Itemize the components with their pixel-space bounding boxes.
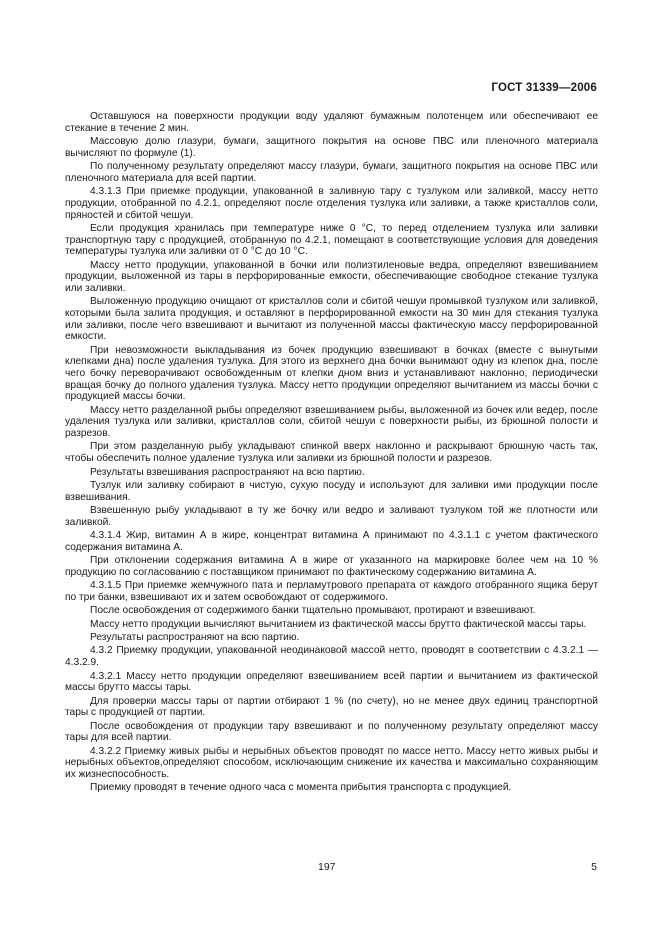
paragraph: Если продукция хранилась при температуре ниже 0 °С, то перед отделением тузлука или заливки транспортную тару с продукцией, отобранную по 4.2.1, помещают в соответствующие условия для доведения температуры тузлука или заливки от 0 °С до 10 °С. [65,222,598,258]
document-body [65,111,598,796]
paragraph: Для проверки массы тары от партии отбирают 1 % (по счету), но не менее двух единиц транспортной тары с продукцией от партии. [65,695,598,719]
paragraph: Приемку проводят в течение одного часа с момента прибытия транспорта с продукцией. [90,782,512,794]
paragraph: 4.3.1.4 Жир, витамин А в жире, концентрат витамина А принимают по 4.3.1.1 с учетом фактического содержания витамина А. [65,530,598,553]
paragraph: 4.3.2.1 Массу нетто продукции определяют взвешиванием всей партии и вычитанием из фактической массы брутто массы тары. [65,670,598,694]
paragraph: Оставшуюся на поверхности продукции воду удаляют бумажным полотенцем или обеспечивают ее стекание в течение 2 мин. [65,111,598,134]
page-number: 197 [318,861,336,873]
paragraph: Массу нетто разделанной рыбы определяют взвешиванием рыбы, выложенной из бочек или ведер, после удаления тузлука или заливки, кристаллов соли, сбитой чешуи с поверхности рыбы, из брюшной полости и разрезов. [65,404,598,440]
paragraph: Взвешенную рыбу укладывают в ту же бочку или ведро и заливают тузлуком той же плотности или заливкой. [65,505,598,528]
paragraph: После освобождения от содержимого банки тщательно промывают, протирают и взвешивают. [90,605,536,617]
paragraph: 4.3.2.2 Приемку живых рыбы и нерыбных объектов проводят по массе нетто. Массу нетто живых рыбы и нерыбных объектов,определяют способом, исключающим снижение их качества и максимально сохраняющим их жизнеспособность. [65,745,598,781]
paragraph: Массу нетто продукции, упакованной в бочки или полиэтиленовые ведра, определяют взвешиванием продукции, выложенной из тары в перфорированные емкости, обеспечивающие свободное стекание тузлука или заливки. [65,259,598,294]
paragraph: Результаты распространяют на всю партию. [90,632,300,644]
paragraph: Массовую долю глазури, бумаги, защитного покрытия на основе ПВС или пленочного материала вычисляют по формуле (1). [65,136,598,159]
paragraph: 4.3.1.5 При приемке жемчужного пата и перламутрового препарата от каждого отобранного ящика берут по три банки, взвешивают их и затем освобождают от содержимого. [65,580,598,603]
paragraph: Результаты взвешивания распространяют на всю партию. [90,466,365,478]
paragraph: 4.3.2 Приемку продукции, упакованной неодинаковой массой нетто, проводят в соответствии с 4.3.2.1 — 4.3.2.9. [65,645,598,669]
paragraph: При этом разделанную рыбу укладывают спинкой вверх наклонно и раскрывают брюшную часть так, чтобы обеспечить полное удаление тузлука или заливки из брюшной полости и разрезов. [65,441,598,465]
paragraph: Тузлук или заливку собирают в чистую, сухую посуду и используют для заливки ими продукции после взвешивания. [65,479,598,503]
paragraph: При невозможности выкладывания из бочек продукцию взвешивают в бочках (вместе с вынутыми клепками дна) после удаления тузлука. Для этого из верхнего дна бочки вынимают одну из клепок дна, после чего бочку переворачивают освобожденным от клепки дном вниз и устанавливают наклонно, периодически вращая бочку до полного удаления тузлука. Массу нетто продукции определяют вычитанием из массы бочки с продукцией массы бочки. [65,344,598,403]
paragraph: После освобождения от продукции тару взвешивают и по полученному результату определяют массу тары для всей партии. [65,720,598,744]
paragraph: Массу нетто продукции вычисляют вычитанием из фактической массы брутто фактической массы тары. [90,618,587,630]
paragraph: При отклонении содержания витамина А в жире от указанного на маркировке более чем на 10 % продукцию по согласованию с поставщиком принимают по фактическому содержанию витамина А. [65,555,598,578]
document-standard-number: ГОСТ 31339—2006 [491,82,597,94]
paragraph: По полученному результату определяют массу глазури, бумаги, защитного покрытия на основе ПВС или пленочного материала для всей партии. [65,161,598,184]
sheet-number: 5 [591,861,597,873]
paragraph: 4.3.1.3 При приемке продукции, упакованной в заливную тару с тузлуком или заливкой, массу нетто продукции, отобранной по 4.2.1, определяют после отделения тузлука или заливки, а также кристаллов соли, пряностей и сбитой чешуи. [65,186,598,221]
paragraph: Выложенную продукцию очищают от кристаллов соли и сбитой чешуи промывкой тузлуком или заливкой, которыми была залита продукция, и оставляют в перфорированной емкости на 30 мин для стекания тузлука или заливки, после чего взвешивают и вычитают из полученной массы фактическую массу перфорированной емкости. [65,296,598,343]
